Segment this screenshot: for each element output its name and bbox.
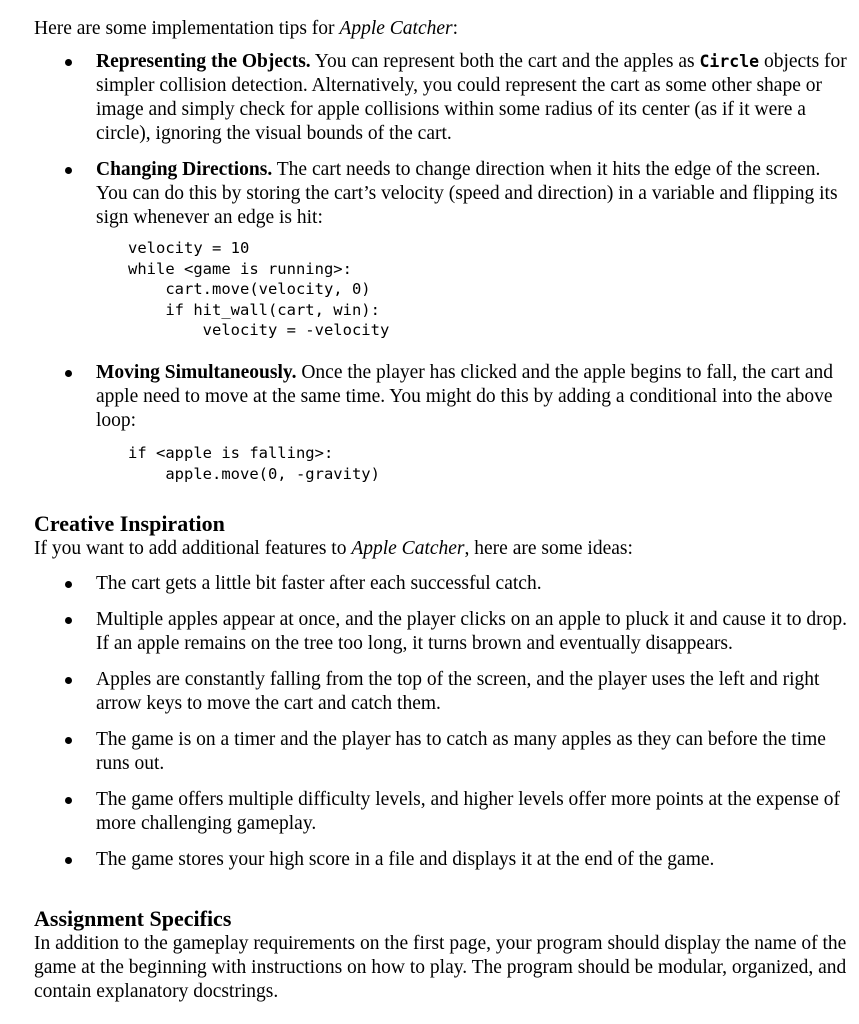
bullet-icon <box>65 617 72 624</box>
intro-suffix: : <box>452 18 459 39</box>
code-block: if <apple is falling>: apple.move(0, -gravity) <box>128 443 380 483</box>
bullet-icon <box>65 581 72 588</box>
bullet-icon <box>65 167 72 174</box>
tip-text: Representing the Objects. You can represent both the cart and the apples as Circle objects for simpler collision detection. Alternatively, you could represent the cart as some other shape or image and simply check for apple collisions within some radius of its center (as if it were a circle), ignoring the visual bounds of the cart. <box>96 51 847 144</box>
creative-game-title: Apple Catcher <box>351 538 465 560</box>
document-body <box>34 17 854 1004</box>
code-block: velocity = 10 while <game is running>: cart.move(velocity, 0) if hit_wall(cart, win): velocity = -velocity <box>128 239 390 340</box>
tip-title: Representing the Objects. <box>96 51 311 72</box>
tip-item <box>0 361 854 484</box>
intro-paragraph <box>34 17 854 41</box>
intro-game-title: Apple Catcher <box>339 18 453 39</box>
inline-code: Circle <box>699 52 760 71</box>
idea-text: The game offers multiple difficulty levels, and higher levels offer more points at the expense of more challenging gameplay. <box>96 789 841 835</box>
idea-text: Multiple apples appear at once, and the player clicks on an apple to pluck it and cause it to drop. If an apple remains on the tree too long, it turns brown and eventually disappears. <box>96 609 848 655</box>
idea-item <box>0 668 854 716</box>
idea-item <box>0 848 854 872</box>
idea-item <box>0 788 854 836</box>
ideas-list <box>0 572 854 872</box>
tip-item <box>0 158 854 341</box>
idea-item <box>0 608 854 656</box>
assignment-text: In addition to the gameplay requirements on the first page, your program should display the name of the game at the beginning with instructions on how to play. The program should be modular, organized, and contain explanatory docstrings. <box>34 933 847 1003</box>
tip-item <box>0 50 854 146</box>
idea-text: The cart gets a little bit faster after each successful catch. <box>96 573 542 595</box>
bullet-icon <box>65 59 72 66</box>
creative-intro: If you want to add additional features to Apple Catcher, here are some ideas: <box>34 538 633 560</box>
bullet-icon <box>65 797 72 804</box>
tips-list <box>0 50 854 484</box>
idea-item <box>0 572 854 596</box>
tip-title: Moving Simultaneously. <box>96 361 297 383</box>
assignment-heading: Assignment Specifics <box>34 906 232 932</box>
bullet-icon <box>65 370 72 377</box>
intro-prefix: Here are some implementation tips for <box>34 18 340 39</box>
tip-text: Moving Simultaneously. Once the player has clicked and the apple begins to fall, the cart and apple need to move at the same time. You might do this by adding a conditional into the above loop: <box>96 361 834 431</box>
tip-title: Changing Directions. <box>96 159 273 180</box>
creative-heading: Creative Inspiration <box>34 511 225 537</box>
idea-text: The game stores your high score in a file and displays it at the end of the game. <box>96 849 715 871</box>
bullet-icon <box>65 737 72 744</box>
tip-text: Changing Directions. The cart needs to change direction when it hits the edge of the screen. You can do this by storing the cart’s velocity (speed and direction) in a variable and flipping its sign whenever an edge is hit: <box>96 159 838 228</box>
idea-text: The game is on a timer and the player has to catch as many apples as they can before the time runs out. <box>96 729 826 775</box>
bullet-icon <box>65 677 72 684</box>
bullet-icon <box>65 857 72 864</box>
idea-text: Apples are constantly falling from the top of the screen, and the player uses the left and right arrow keys to move the cart and catch them. <box>96 669 820 715</box>
idea-item <box>0 728 854 776</box>
